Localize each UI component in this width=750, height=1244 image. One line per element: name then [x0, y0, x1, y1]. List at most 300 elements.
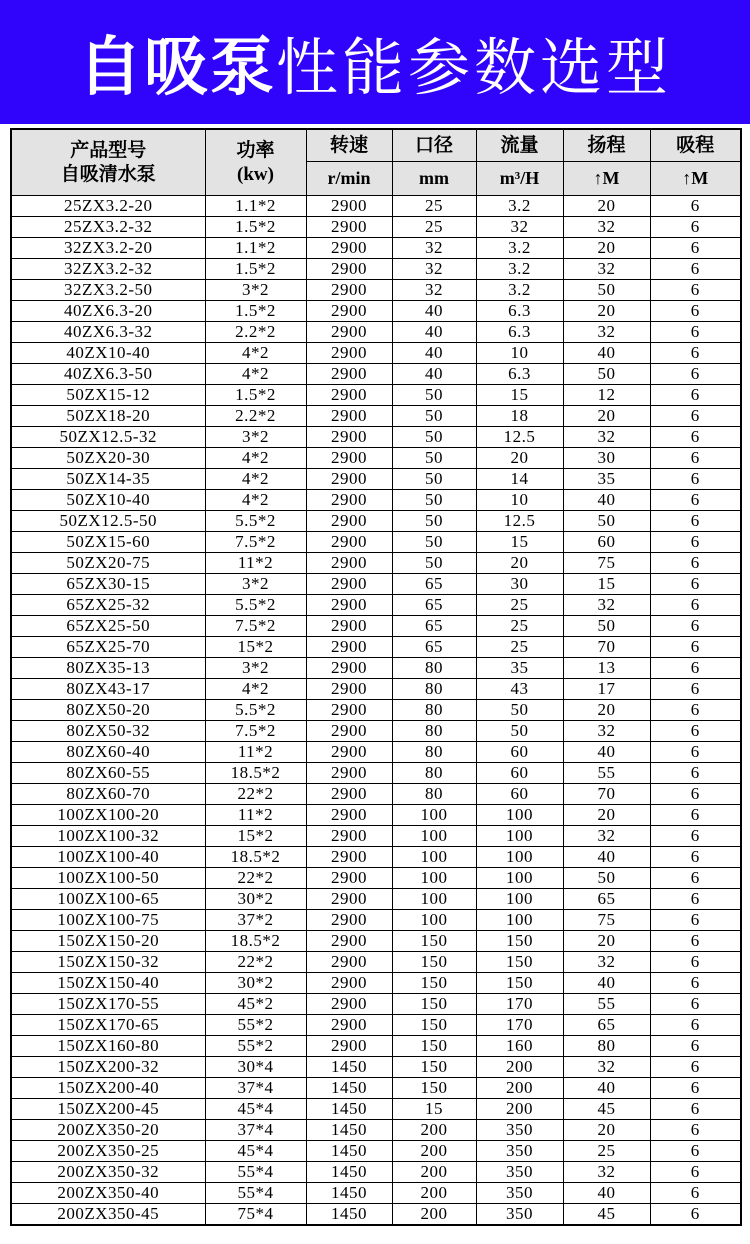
header-power — [205, 129, 306, 196]
cell-head: 25 — [563, 1141, 650, 1162]
cell-head: 45 — [563, 1099, 650, 1120]
cell-speed: 2900 — [306, 868, 392, 889]
cell-model: 80ZX60-40 — [11, 742, 205, 763]
cell-diameter: 200 — [392, 1162, 476, 1183]
table-row — [11, 448, 741, 469]
table-row — [11, 637, 741, 658]
cell-head: 70 — [563, 637, 650, 658]
cell-speed: 2900 — [306, 994, 392, 1015]
cell-speed: 2900 — [306, 784, 392, 805]
cell-power: 3*2 — [205, 658, 306, 679]
cell-model: 200ZX350-20 — [11, 1120, 205, 1141]
cell-model: 32ZX3.2-50 — [11, 280, 205, 301]
cell-speed: 2900 — [306, 385, 392, 406]
cell-model: 80ZX60-55 — [11, 763, 205, 784]
cell-head: 55 — [563, 994, 650, 1015]
cell-speed: 2900 — [306, 574, 392, 595]
cell-speed: 1450 — [306, 1057, 392, 1078]
cell-suction: 6 — [650, 238, 741, 259]
cell-model: 25ZX3.2-20 — [11, 196, 205, 217]
cell-diameter: 65 — [392, 637, 476, 658]
cell-power: 1.1*2 — [205, 238, 306, 259]
cell-suction: 6 — [650, 931, 741, 952]
table-row — [11, 574, 741, 595]
cell-model: 100ZX100-20 — [11, 805, 205, 826]
table-row — [11, 889, 741, 910]
cell-power: 45*4 — [205, 1099, 306, 1120]
header-product-model-line2: 自吸清水泵 — [60, 163, 156, 185]
cell-head: 20 — [563, 805, 650, 826]
cell-model: 80ZX43-17 — [11, 679, 205, 700]
cell-head: 60 — [563, 532, 650, 553]
table-header — [11, 129, 741, 196]
cell-power: 7.5*2 — [205, 721, 306, 742]
table-row — [11, 343, 741, 364]
cell-suction: 6 — [650, 1036, 741, 1057]
cell-diameter: 15 — [392, 1099, 476, 1120]
cell-speed: 2900 — [306, 217, 392, 238]
cell-flow: 15 — [476, 532, 563, 553]
table-row — [11, 1204, 741, 1226]
cell-suction: 6 — [650, 637, 741, 658]
cell-head: 20 — [563, 1120, 650, 1141]
cell-power: 18.5*2 — [205, 931, 306, 952]
cell-power: 7.5*2 — [205, 616, 306, 637]
cell-model: 150ZX200-40 — [11, 1078, 205, 1099]
table-row — [11, 763, 741, 784]
cell-flow: 6.3 — [476, 364, 563, 385]
table-row — [11, 679, 741, 700]
cell-power: 1.5*2 — [205, 301, 306, 322]
pump-spec-table — [10, 128, 742, 1226]
table-row — [11, 595, 741, 616]
cell-model: 100ZX100-75 — [11, 910, 205, 931]
cell-head: 12 — [563, 385, 650, 406]
cell-model: 50ZX20-75 — [11, 553, 205, 574]
cell-power: 18.5*2 — [205, 847, 306, 868]
table-row — [11, 868, 741, 889]
cell-model: 150ZX150-20 — [11, 931, 205, 952]
cell-suction: 6 — [650, 1162, 741, 1183]
cell-power: 1.5*2 — [205, 259, 306, 280]
cell-head: 40 — [563, 742, 650, 763]
cell-power: 75*4 — [205, 1204, 306, 1226]
cell-flow: 150 — [476, 952, 563, 973]
cell-flow: 350 — [476, 1162, 563, 1183]
cell-power: 37*4 — [205, 1078, 306, 1099]
table-row — [11, 364, 741, 385]
cell-suction: 6 — [650, 280, 741, 301]
cell-power: 4*2 — [205, 448, 306, 469]
cell-head: 20 — [563, 700, 650, 721]
table-row — [11, 280, 741, 301]
table-row — [11, 952, 741, 973]
table-row — [11, 490, 741, 511]
cell-flow: 50 — [476, 700, 563, 721]
cell-model: 200ZX350-32 — [11, 1162, 205, 1183]
cell-flow: 350 — [476, 1120, 563, 1141]
cell-flow: 30 — [476, 574, 563, 595]
cell-diameter: 100 — [392, 847, 476, 868]
cell-head: 32 — [563, 259, 650, 280]
cell-power: 37*2 — [205, 910, 306, 931]
cell-diameter: 200 — [392, 1141, 476, 1162]
cell-model: 150ZX170-65 — [11, 1015, 205, 1036]
cell-suction: 6 — [650, 742, 741, 763]
cell-speed: 2900 — [306, 637, 392, 658]
table-row — [11, 616, 741, 637]
cell-suction: 6 — [650, 952, 741, 973]
cell-power: 55*2 — [205, 1036, 306, 1057]
cell-flow: 3.2 — [476, 196, 563, 217]
cell-diameter: 150 — [392, 931, 476, 952]
cell-flow: 60 — [476, 763, 563, 784]
cell-speed: 2900 — [306, 763, 392, 784]
cell-suction: 6 — [650, 616, 741, 637]
table-row — [11, 1015, 741, 1036]
table-row — [11, 826, 741, 847]
cell-suction: 6 — [650, 301, 741, 322]
cell-power: 45*4 — [205, 1141, 306, 1162]
cell-suction: 6 — [650, 448, 741, 469]
cell-suction: 6 — [650, 910, 741, 931]
table-row — [11, 658, 741, 679]
table-row — [11, 847, 741, 868]
cell-head: 32 — [563, 427, 650, 448]
cell-suction: 6 — [650, 658, 741, 679]
cell-flow: 100 — [476, 805, 563, 826]
cell-suction: 6 — [650, 784, 741, 805]
cell-power: 15*2 — [205, 637, 306, 658]
header-product-model — [11, 129, 205, 196]
cell-head: 40 — [563, 847, 650, 868]
cell-diameter: 150 — [392, 1057, 476, 1078]
cell-model: 65ZX25-50 — [11, 616, 205, 637]
cell-flow: 60 — [476, 742, 563, 763]
cell-head: 80 — [563, 1036, 650, 1057]
cell-flow: 200 — [476, 1078, 563, 1099]
header-diameter: 口径 — [392, 129, 476, 162]
cell-speed: 1450 — [306, 1162, 392, 1183]
cell-speed: 2900 — [306, 364, 392, 385]
cell-power: 7.5*2 — [205, 532, 306, 553]
cell-speed: 2900 — [306, 427, 392, 448]
cell-head: 13 — [563, 658, 650, 679]
cell-flow: 200 — [476, 1057, 563, 1078]
cell-model: 100ZX100-40 — [11, 847, 205, 868]
cell-model: 150ZX200-32 — [11, 1057, 205, 1078]
cell-suction: 6 — [650, 1078, 741, 1099]
cell-power: 4*2 — [205, 490, 306, 511]
cell-model: 65ZX30-15 — [11, 574, 205, 595]
cell-speed: 2900 — [306, 511, 392, 532]
cell-suction: 6 — [650, 1183, 741, 1204]
cell-head: 45 — [563, 1204, 650, 1226]
table-row — [11, 532, 741, 553]
cell-model: 40ZX6.3-32 — [11, 322, 205, 343]
table-row — [11, 469, 741, 490]
header-suction-unit: ↑M — [650, 162, 741, 196]
cell-model: 50ZX12.5-50 — [11, 511, 205, 532]
cell-diameter: 50 — [392, 406, 476, 427]
header-head-unit: ↑M — [563, 162, 650, 196]
cell-head: 55 — [563, 763, 650, 784]
cell-suction: 6 — [650, 994, 741, 1015]
header-speed-unit: r/min — [306, 162, 392, 196]
cell-diameter: 100 — [392, 826, 476, 847]
header-suction: 吸程 — [650, 129, 741, 162]
cell-model: 50ZX15-60 — [11, 532, 205, 553]
table-row — [11, 427, 741, 448]
cell-power: 22*2 — [205, 868, 306, 889]
cell-diameter: 50 — [392, 469, 476, 490]
cell-head: 35 — [563, 469, 650, 490]
cell-speed: 2900 — [306, 658, 392, 679]
cell-head: 40 — [563, 1183, 650, 1204]
cell-flow: 10 — [476, 490, 563, 511]
cell-diameter: 50 — [392, 553, 476, 574]
table-row — [11, 1057, 741, 1078]
cell-speed: 2900 — [306, 238, 392, 259]
cell-diameter: 80 — [392, 700, 476, 721]
cell-speed: 2900 — [306, 616, 392, 637]
cell-flow: 35 — [476, 658, 563, 679]
cell-head: 40 — [563, 490, 650, 511]
cell-power: 18.5*2 — [205, 763, 306, 784]
table-row — [11, 721, 741, 742]
cell-model: 40ZX10-40 — [11, 343, 205, 364]
cell-flow: 100 — [476, 847, 563, 868]
cell-flow: 20 — [476, 553, 563, 574]
cell-model: 200ZX350-45 — [11, 1204, 205, 1226]
cell-head: 32 — [563, 826, 650, 847]
cell-suction: 6 — [650, 847, 741, 868]
cell-diameter: 80 — [392, 784, 476, 805]
cell-speed: 2900 — [306, 826, 392, 847]
cell-diameter: 80 — [392, 763, 476, 784]
cell-model: 50ZX18-20 — [11, 406, 205, 427]
cell-suction: 6 — [650, 973, 741, 994]
cell-head: 20 — [563, 406, 650, 427]
cell-power: 3*2 — [205, 427, 306, 448]
cell-head: 50 — [563, 511, 650, 532]
cell-model: 25ZX3.2-32 — [11, 217, 205, 238]
cell-speed: 2900 — [306, 847, 392, 868]
cell-flow: 20 — [476, 448, 563, 469]
cell-flow: 12.5 — [476, 511, 563, 532]
cell-power: 5.5*2 — [205, 700, 306, 721]
cell-model: 32ZX3.2-20 — [11, 238, 205, 259]
cell-speed: 2900 — [306, 406, 392, 427]
table-body — [11, 196, 741, 1226]
cell-head: 32 — [563, 1057, 650, 1078]
cell-suction: 6 — [650, 259, 741, 280]
cell-model: 150ZX150-40 — [11, 973, 205, 994]
cell-diameter: 32 — [392, 280, 476, 301]
cell-model: 150ZX170-55 — [11, 994, 205, 1015]
cell-speed: 2900 — [306, 931, 392, 952]
cell-power: 2.2*2 — [205, 406, 306, 427]
table-row — [11, 931, 741, 952]
cell-model: 32ZX3.2-32 — [11, 259, 205, 280]
cell-flow: 170 — [476, 1015, 563, 1036]
cell-model: 65ZX25-70 — [11, 637, 205, 658]
cell-head: 20 — [563, 196, 650, 217]
cell-suction: 6 — [650, 385, 741, 406]
cell-model: 80ZX35-13 — [11, 658, 205, 679]
cell-suction: 6 — [650, 1057, 741, 1078]
cell-suction: 6 — [650, 679, 741, 700]
cell-speed: 2900 — [306, 1015, 392, 1036]
cell-speed: 2900 — [306, 259, 392, 280]
table-row — [11, 700, 741, 721]
cell-power: 1.5*2 — [205, 217, 306, 238]
table-row — [11, 1036, 741, 1057]
cell-flow: 150 — [476, 931, 563, 952]
cell-suction: 6 — [650, 469, 741, 490]
table-row — [11, 1120, 741, 1141]
cell-power: 4*2 — [205, 364, 306, 385]
cell-flow: 60 — [476, 784, 563, 805]
cell-diameter: 40 — [392, 322, 476, 343]
cell-flow: 25 — [476, 595, 563, 616]
cell-suction: 6 — [650, 1120, 741, 1141]
cell-diameter: 50 — [392, 532, 476, 553]
cell-suction: 6 — [650, 721, 741, 742]
cell-suction: 6 — [650, 574, 741, 595]
cell-diameter: 80 — [392, 742, 476, 763]
cell-diameter: 80 — [392, 679, 476, 700]
cell-speed: 2900 — [306, 196, 392, 217]
cell-suction: 6 — [650, 889, 741, 910]
cell-diameter: 200 — [392, 1183, 476, 1204]
cell-model: 150ZX200-45 — [11, 1099, 205, 1120]
cell-diameter: 50 — [392, 490, 476, 511]
cell-model: 80ZX50-32 — [11, 721, 205, 742]
cell-suction: 6 — [650, 427, 741, 448]
cell-flow: 18 — [476, 406, 563, 427]
cell-speed: 2900 — [306, 343, 392, 364]
cell-model: 80ZX50-20 — [11, 700, 205, 721]
cell-suction: 6 — [650, 1015, 741, 1036]
cell-diameter: 100 — [392, 889, 476, 910]
cell-diameter: 150 — [392, 1015, 476, 1036]
header-product-model-line1: 产品型号 — [70, 139, 147, 161]
cell-suction: 6 — [650, 595, 741, 616]
table-row — [11, 1183, 741, 1204]
cell-diameter: 150 — [392, 1078, 476, 1099]
table-row — [11, 301, 741, 322]
table-row — [11, 742, 741, 763]
cell-flow: 14 — [476, 469, 563, 490]
cell-power: 11*2 — [205, 742, 306, 763]
cell-speed: 2900 — [306, 469, 392, 490]
cell-speed: 2900 — [306, 721, 392, 742]
cell-suction: 6 — [650, 217, 741, 238]
cell-head: 40 — [563, 1078, 650, 1099]
table-row — [11, 511, 741, 532]
cell-flow: 3.2 — [476, 259, 563, 280]
table-row — [11, 910, 741, 931]
cell-diameter: 100 — [392, 868, 476, 889]
cell-flow: 100 — [476, 868, 563, 889]
cell-power: 55*4 — [205, 1162, 306, 1183]
table-row — [11, 322, 741, 343]
cell-speed: 2900 — [306, 805, 392, 826]
cell-flow: 6.3 — [476, 322, 563, 343]
cell-suction: 6 — [650, 700, 741, 721]
table-row — [11, 553, 741, 574]
cell-power: 22*2 — [205, 784, 306, 805]
cell-diameter: 200 — [392, 1120, 476, 1141]
table-row — [11, 994, 741, 1015]
cell-flow: 160 — [476, 1036, 563, 1057]
cell-flow: 10 — [476, 343, 563, 364]
table-row — [11, 196, 741, 217]
cell-speed: 2900 — [306, 910, 392, 931]
cell-model: 100ZX100-32 — [11, 826, 205, 847]
cell-power: 3*2 — [205, 280, 306, 301]
table-row — [11, 1099, 741, 1120]
cell-head: 30 — [563, 448, 650, 469]
cell-diameter: 150 — [392, 1036, 476, 1057]
cell-flow: 25 — [476, 616, 563, 637]
cell-speed: 2900 — [306, 301, 392, 322]
cell-flow: 100 — [476, 910, 563, 931]
cell-model: 150ZX160-80 — [11, 1036, 205, 1057]
table-row — [11, 217, 741, 238]
cell-diameter: 200 — [392, 1204, 476, 1226]
cell-suction: 6 — [650, 364, 741, 385]
cell-diameter: 150 — [392, 994, 476, 1015]
cell-head: 40 — [563, 973, 650, 994]
cell-model: 40ZX6.3-20 — [11, 301, 205, 322]
table-row — [11, 1141, 741, 1162]
cell-suction: 6 — [650, 343, 741, 364]
cell-power: 30*4 — [205, 1057, 306, 1078]
cell-speed: 1450 — [306, 1120, 392, 1141]
cell-flow: 200 — [476, 1099, 563, 1120]
cell-model: 100ZX100-50 — [11, 868, 205, 889]
cell-power: 1.5*2 — [205, 385, 306, 406]
cell-head: 50 — [563, 280, 650, 301]
cell-flow: 3.2 — [476, 238, 563, 259]
cell-diameter: 80 — [392, 721, 476, 742]
cell-head: 32 — [563, 721, 650, 742]
table-row — [11, 1162, 741, 1183]
cell-suction: 6 — [650, 511, 741, 532]
cell-head: 32 — [563, 1162, 650, 1183]
cell-speed: 2900 — [306, 742, 392, 763]
cell-power: 11*2 — [205, 805, 306, 826]
cell-flow: 15 — [476, 385, 563, 406]
header-power-line2: (kw) — [237, 163, 274, 185]
cell-diameter: 150 — [392, 952, 476, 973]
cell-diameter: 80 — [392, 658, 476, 679]
cell-power: 22*2 — [205, 952, 306, 973]
cell-model: 50ZX14-35 — [11, 469, 205, 490]
cell-head: 50 — [563, 868, 650, 889]
cell-head: 75 — [563, 910, 650, 931]
cell-head: 20 — [563, 301, 650, 322]
cell-head: 20 — [563, 931, 650, 952]
cell-head: 17 — [563, 679, 650, 700]
cell-flow: 50 — [476, 721, 563, 742]
cell-flow: 350 — [476, 1183, 563, 1204]
cell-diameter: 65 — [392, 574, 476, 595]
cell-model: 200ZX350-40 — [11, 1183, 205, 1204]
cell-model: 40ZX6.3-50 — [11, 364, 205, 385]
